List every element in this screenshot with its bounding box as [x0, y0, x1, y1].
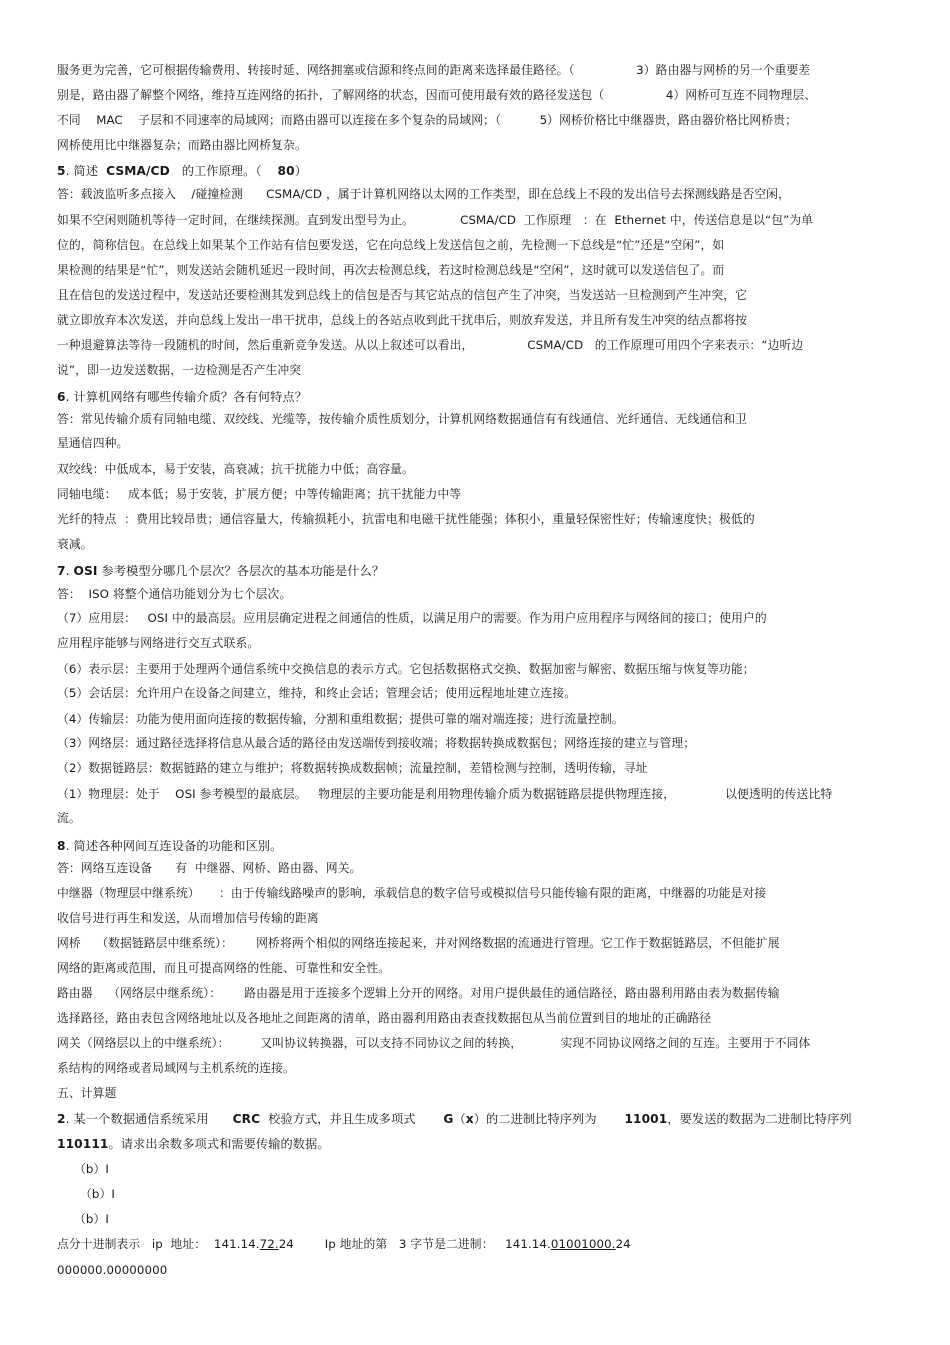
- text-line: 星通信四种。: [57, 436, 129, 450]
- text-line: 路由器 （网络层中继系统）： 路由器是用于连接多个逻辑上分开的网络。对用户提供最佳的通信路径，路由器利用路由表为数据传输: [57, 986, 780, 1000]
- text-line: （1）物理层：处于 OSI 参考模型的最底层。 物理层的主要功能是利用物理传输介质为数据链路层提供物理连接， 以便透明的传送比特: [57, 787, 833, 801]
- question-7-title: 7. OSI 参考模型分哪几个层次？各层次的基本功能是什么？: [57, 564, 385, 578]
- calc-2-line-1: 2. 某一个数据通信系统采用 CRC 校验方式，并且生成多项式 G（x）的二进制比特序列为 11001，要发送的数据为二进制比特序列: [57, 1112, 852, 1126]
- text-line: （3）网络层：通过路径选择将信息从最合适的路径由发送端传到接收端；将数据转换成数据包；网络连接的建立与管理；: [57, 736, 696, 750]
- text-line: 就立即放弃本次发送，并向总线上发出一串干扰串，总线上的各站点收到此干扰串后，则放弃发送，并且所有发生冲突的结点都将按: [57, 313, 748, 327]
- text-line: （2）数据链路层：数据链路的建立与维护；将数据转换成数据帧；流量控制，差错检测与控制，透明传输，寻址: [57, 761, 648, 775]
- section-heading: 五、计算题: [57, 1086, 117, 1100]
- text-line: （6）表示层：主要用于处理两个通信系统中交换信息的表示方式。它包括数据格式交换、数据加密与解密、数据压缩与恢复等功能；: [57, 662, 755, 676]
- text-line: 且在信包的发送过程中，发送站还要检测其发到总线上的信包是否与其它站点的信包产生了冲突，当发送站一旦检测到产生冲突，它: [57, 288, 748, 302]
- text-line: （5）会话层：允许用户在设备之间建立，维持，和终止会话；管理会话；使用远程地址建立连接。: [57, 686, 577, 700]
- text-line: 同轴电缆： 成本低；易于安装，扩展方便；中等传输距离；抗干扰能力中等: [57, 487, 462, 501]
- text-line: （b）I: [74, 1212, 109, 1226]
- text-line: 网关（网络层以上的中继系统）： 又叫协议转换器，可以支持不同协议之间的转换， 实现不同协议网络之间的互连。主要用于不同体: [57, 1036, 811, 1050]
- text-line: 如果不空闲则随机等待一定时间，在继续探测。直到发出型号为止。 CSMA/CD 工作原理 ：在 Ethernet 中，传送信息是以“包”为单: [57, 213, 814, 227]
- text-line: 网桥 （数据链路层中继系统）： 网桥将两个相似的网络连接起来，并对网络数据的流通进行管理。它工作于数据链路层，不但能扩展: [57, 936, 780, 950]
- ip-address-line: 点分十进制表示 ip 地址： 141.14.72.24 Ip 地址的第 3 字节是二进制： 141.14.01001000.24: [57, 1237, 631, 1251]
- text-line: （4）传输层：功能为使用面向连接的数据传输，分割和重组数据；提供可靠的端对端连接；进行流量控制。: [57, 712, 624, 726]
- text-line: 收信号进行再生和发送，从而增加信号传输的距离: [57, 911, 319, 925]
- text-line: 选择路径，路由表包含网络地址以及各地址之间距离的清单，路由器利用路由表查找数据包从当前位置到目的地址的正确路径: [57, 1011, 712, 1025]
- text-line: 系结构的网络或者局域网与主机系统的连接。: [57, 1061, 295, 1075]
- text-line: 衰减。: [57, 537, 93, 551]
- text-line: 网桥使用比中继器复杂；而路由器比网桥复杂。: [57, 138, 307, 152]
- text-line: 别是，路由器了解整个网络，维持互连网络的拓扑，了解网络的状态，因而可使用最有效的路径发送包（ 4）网桥可互连不同物理层、: [57, 88, 817, 102]
- text-line: （b）I: [80, 1187, 115, 1201]
- question-8-title: 8. 简述各种网间互连设备的功能和区别。: [57, 839, 283, 853]
- text-line: 流。: [57, 811, 81, 825]
- text-line: 果检测的结果是“忙”，则发送站会随机延迟一段时间，再次去检测总线，若这时检测总线是“空闲”，这时就可以发送信包了。而: [57, 263, 725, 277]
- text-line: 答：网络互连设备 有 中继器、网桥、路由器、网关。: [57, 861, 362, 875]
- text-line: 应用程序能够与网络进行交互式联系。: [57, 636, 260, 650]
- text-line: 中继器（物理层中继系统） ：由于传输线路噪声的影响，承载信息的数字信号或模拟信号只能传输有限的距离，中继器的功能是对接: [57, 886, 767, 900]
- text-line: 网络的距离或范围，而且可提高网络的性能、可靠性和安全性。: [57, 961, 391, 975]
- text-line: 一种退避算法等待一段随机的时间，然后重新竞争发送。从以上叙述可以看出， CSMA/CD 的工作原理可用四个字来表示：“边听边: [57, 338, 804, 352]
- question-5-title: 5. 简述 CSMA/CD 的工作原理。（ 80）: [57, 164, 308, 178]
- text-line: 不同 MAC 子层和不同速率的局域网；而路由器可以连接在多个复杂的局域网；（ 5）网桥价格比中继器贵，路由器价格比网桥贵；: [57, 113, 798, 127]
- text-line: 位的，简称信包。在总线上如果某个工作站有信包要发送，它在向总线上发送信包之前，先检测一下总线是“忙”还是“空闲”，如: [57, 238, 725, 252]
- text-line: 光纤的特点 ：费用比较昂贵；通信容量大，传输损耗小，抗雷电和电磁干扰性能强；体积小，重量轻保密性好；传输速度快；极低的: [57, 512, 755, 526]
- text-line: （b）I: [74, 1162, 109, 1176]
- text-line: 答： ISO 将整个通信功能划分为七个层次。: [57, 587, 292, 601]
- text-line: 双绞线：中低成本，易于安装，高衰减；抗干扰能力中低；高容量。: [57, 462, 414, 476]
- text-line: 答：常见传输介质有同轴电缆、双绞线、光缆等，按传输介质性质划分，计算机网络数据通信有有线通信、光纤通信、无线通信和卫: [57, 412, 748, 426]
- text-line: 说”，即一边发送数据，一边检测是否产生冲突: [57, 363, 302, 377]
- question-6-title: 6. 计算机网络有哪些传输介质？各有何特点？: [57, 390, 308, 404]
- text-line: 服务更为完善，它可根据传输费用、转接时延、网络拥塞或信源和终点间的距离来选择最佳路径。（ 3）路由器与网桥的另一个重要差: [57, 63, 811, 77]
- text-line: 000000.00000000: [57, 1263, 168, 1277]
- text-line: 答：载波监听多点接入 /碰撞检测 CSMA/CD ，属于计算机网络以太网的工作类型，即在总线上不段的发出信号去探测线路是否空闲，: [57, 187, 790, 201]
- text-line: （7）应用层： OSI 中的最高层。应用层确定进程之间通信的性质，以满足用户的需要。作为用户应用程序与网络间的接口；使用户的: [57, 611, 767, 625]
- calc-2-line-2: 110111。请求出余数多项式和需要传输的数据。: [57, 1137, 330, 1151]
